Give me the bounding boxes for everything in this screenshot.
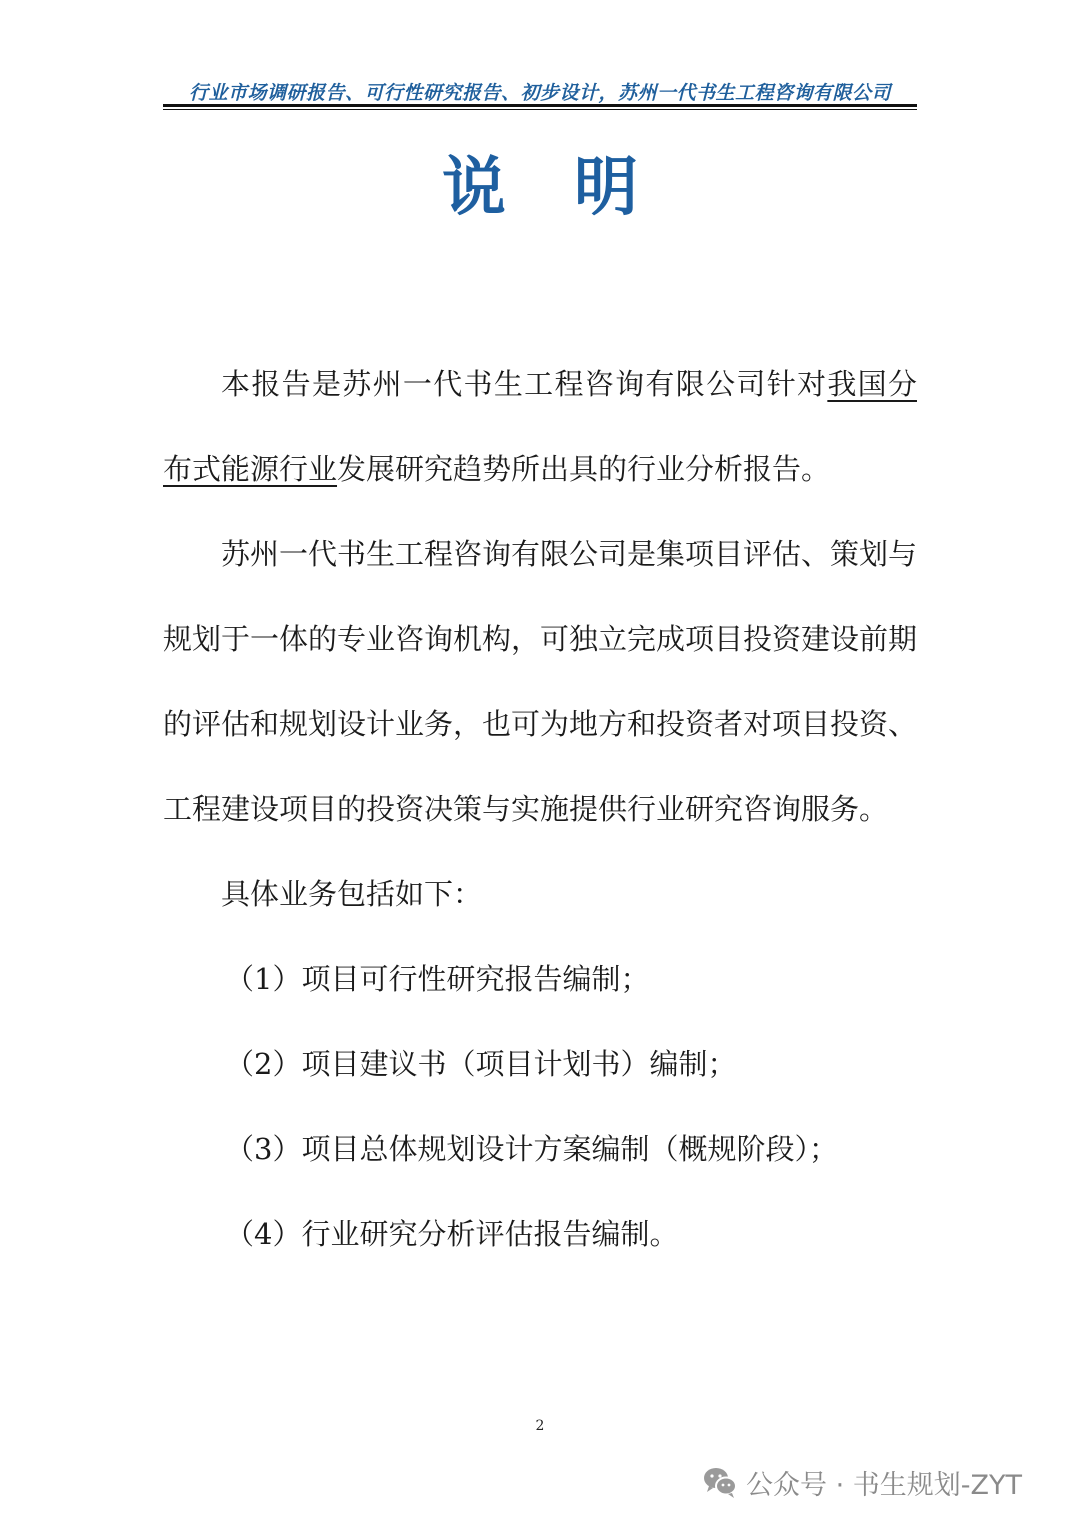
page-header [163, 76, 917, 112]
paragraph-services-lead: 具体业务包括如下： [221, 877, 483, 911]
page-title: 说明 [442, 151, 706, 225]
paragraph-intro [163, 342, 917, 512]
watermark [702, 1462, 1022, 1502]
service-item: （4）行业研究分析评估报告编制。 [225, 1217, 679, 1251]
document-body [163, 342, 917, 1277]
header-rule-thick [163, 104, 917, 107]
watermark-text: 公众号 · 书生规划-ZYT [746, 1469, 1022, 1501]
service-item: （3）项目总体规划设计方案编制（概规阶段）； [225, 1132, 838, 1166]
header-rule-thin [163, 109, 917, 110]
intro-text-start: 本报告是苏州一代书生工程咨询有限公司针对 [221, 367, 828, 401]
industry-name-underlined: 我国分布式能源行业 [163, 367, 917, 486]
paragraph-company: 苏州一代书生工程咨询有限公司是集项目评估、策划与规划于一体的专业咨询机构，可独立完成项目投资建设前期的评估和规划设计业务，也可为地方和投资者对项目投资、工程建设项目的投资决策与实施提供行业研究咨询服务。 [163, 537, 918, 826]
service-item: （2）项目建议书（项目计划书）编制； [225, 1047, 737, 1081]
header-text: 行业市场调研报告、可行性研究报告、初步设计，苏州一代书生工程咨询有限公司 [188, 82, 891, 104]
intro-text-end: 发展研究趋势所出具的行业分析报告。 [337, 452, 831, 486]
page-number: 2 [535, 1418, 545, 1434]
wechat-icon [702, 1465, 738, 1499]
service-item: （1）项目可行性研究报告编制； [225, 962, 650, 996]
